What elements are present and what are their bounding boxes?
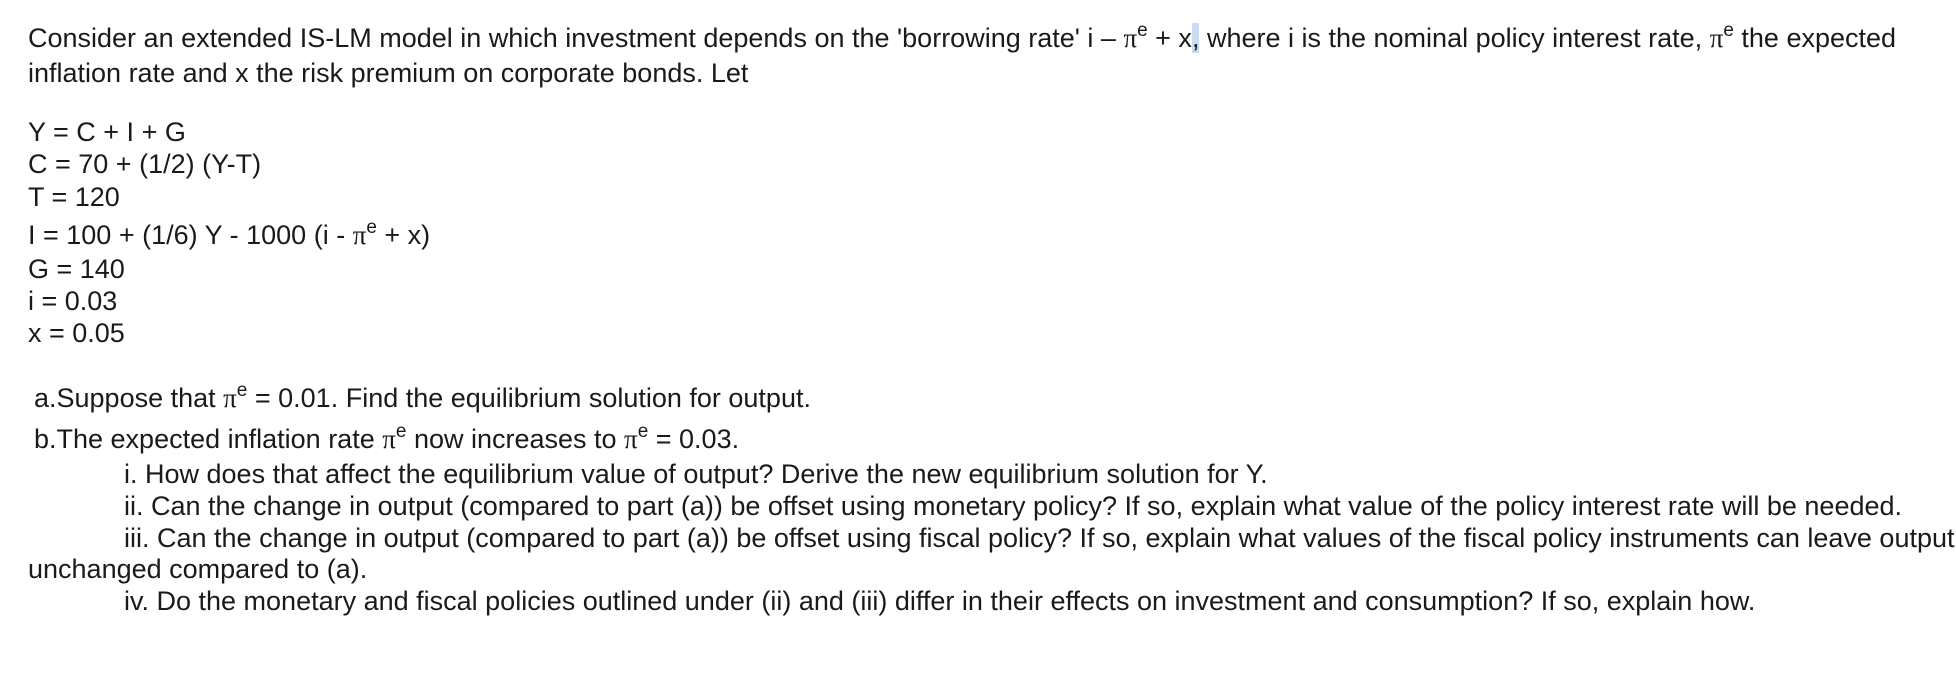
question-text: = 0.01. Find the equilibrium solution for output. (247, 383, 811, 413)
question-b-i: i. How does that affect the equilibrium value of output? Derive the new equilibrium solution for Y. (124, 459, 1268, 489)
equation-interest-rate: i = 0.03 (28, 286, 118, 316)
pi-symbol: π (223, 383, 237, 413)
question-text: now increases to (406, 424, 625, 454)
question-b-iii: iii. Can the change in output (compared to part (a)) be offset using fiscal policy? If so, explain what values of the fiscal policy instruments can leave output (124, 523, 1955, 553)
intro-text: + x (1147, 23, 1192, 53)
question-b (34, 422, 739, 456)
question-text: b.The expected inflation rate (34, 424, 383, 454)
intro-line-2: inflation rate and x the risk premium on corporate bonds. Let (28, 58, 749, 88)
superscript-e: e (637, 421, 649, 442)
intro-text: Consider an extended IS-LM model in which investment depends on the 'borrowing rate' i – (28, 23, 1124, 53)
question-b-ii: ii. Can the change in output (compared to part (a)) be offset using monetary policy? If so, explain what value of the policy interest rate will be needed. (124, 491, 1903, 521)
intro-text: where i is the nominal policy interest rate, (1199, 23, 1710, 53)
superscript-e: e (1723, 20, 1734, 41)
question-b-iv: iv. Do the monetary and fiscal policies outlined under (ii) and (iii) differ in their effects on investment and consumption? If so, explain how. (124, 586, 1756, 616)
pi-symbol: π (624, 424, 638, 454)
question-text: = 0.03. (648, 424, 740, 454)
equation-investment (28, 218, 430, 252)
equation-taxes: T = 120 (28, 182, 120, 212)
pi-symbol: π (1123, 23, 1138, 53)
intro-line-1 (28, 21, 1896, 55)
pi-symbol: π (352, 220, 367, 250)
equation-government: G = 140 (28, 254, 125, 284)
question-text: a.Suppose that (34, 383, 224, 413)
superscript-e: e (236, 380, 248, 401)
superscript-e: e (1137, 20, 1148, 41)
intro-text: the expected (1733, 23, 1897, 53)
equation-risk-premium: x = 0.05 (28, 318, 125, 348)
question-b-iii-continued: unchanged compared to (a). (28, 554, 368, 584)
pi-symbol: π (382, 424, 396, 454)
text-cursor-highlight: , (1191, 23, 1200, 53)
superscript-e: e (395, 421, 407, 442)
question-a (34, 381, 811, 415)
superscript-e: e (366, 217, 377, 238)
equation-text: + x) (376, 220, 431, 250)
equation-text: I = 100 + (1/6) Y - 1000 (i - (28, 220, 353, 250)
pi-symbol: π (1709, 23, 1724, 53)
equation-consumption: C = 70 + (1/2) (Y-T) (28, 149, 262, 179)
equation-output: Y = C + I + G (28, 117, 186, 147)
